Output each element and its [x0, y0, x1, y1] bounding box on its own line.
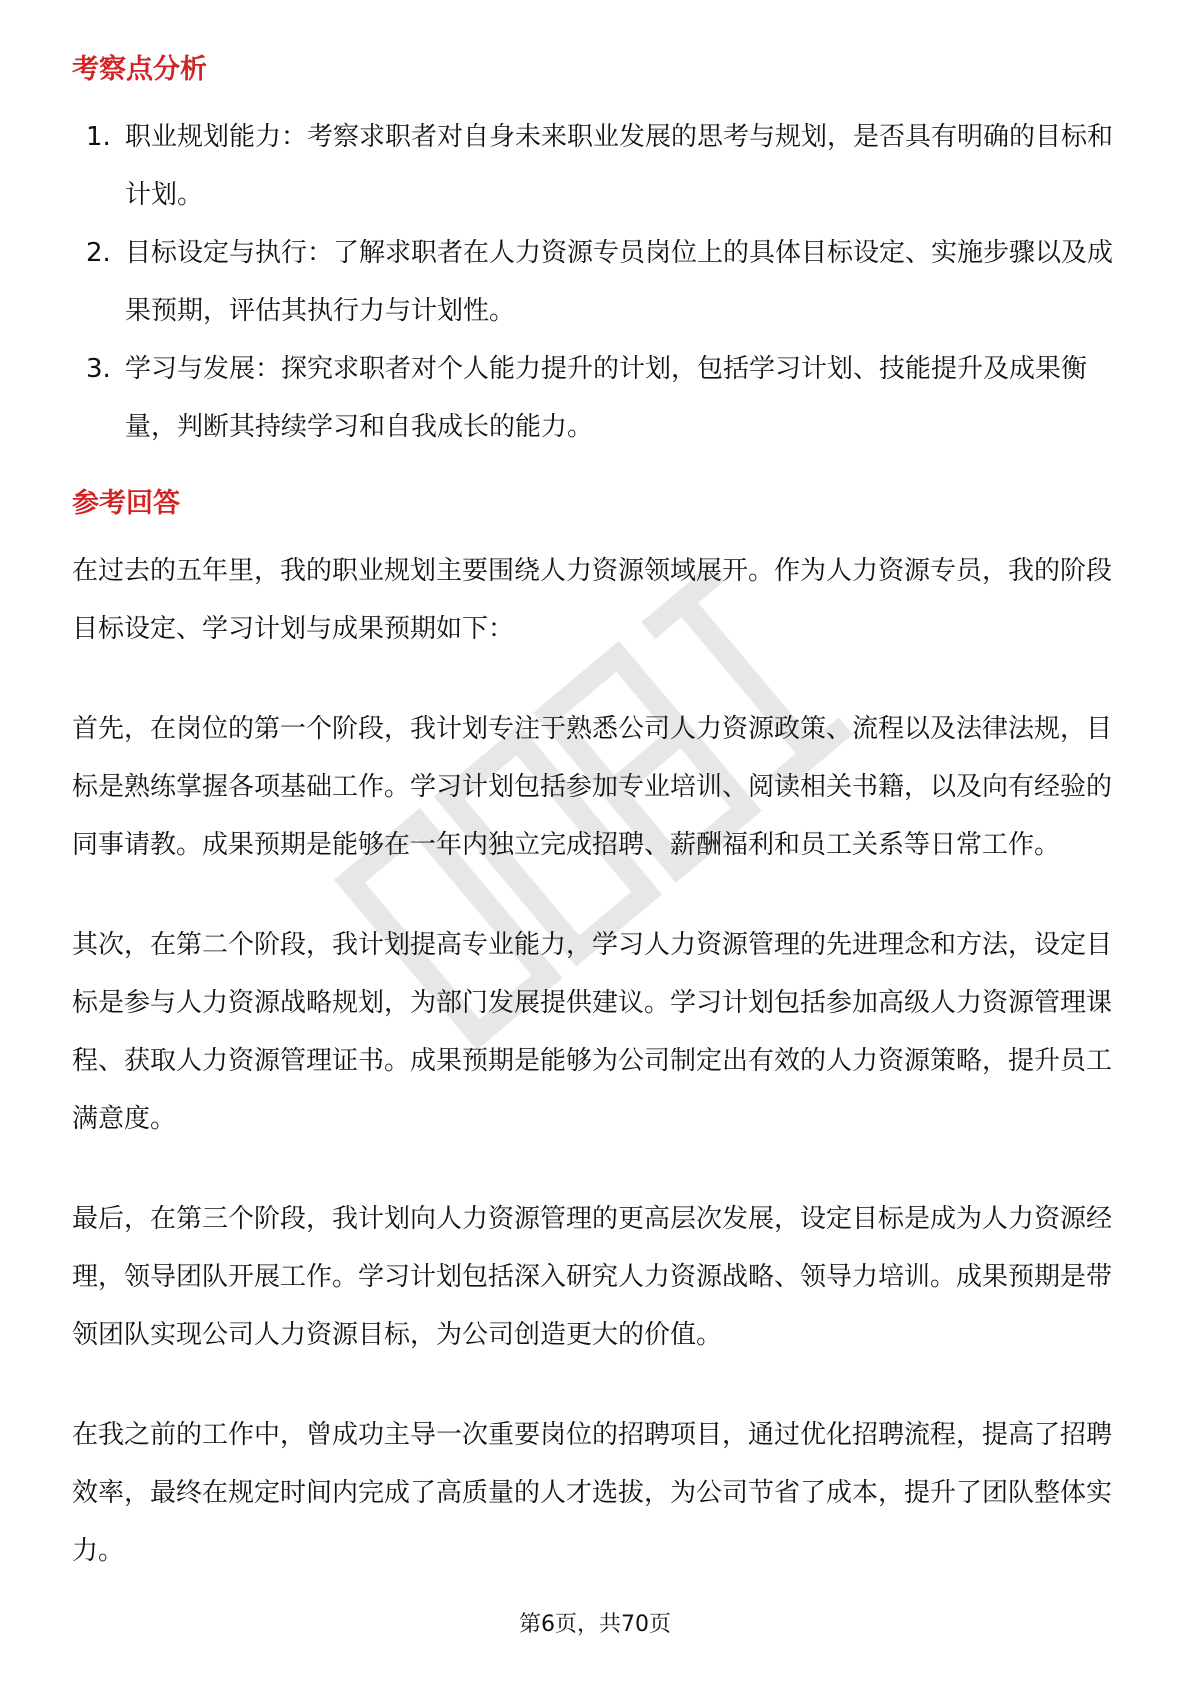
answer-paragraph: 在过去的五年里，我的职业规划主要围绕人力资源领域展开。作为人力资源专员，我的阶段目标设定、学习计划与成果预期如下：: [72, 556, 1113, 644]
answer-paragraph: 其次，在第二个阶段，我计划提高专业能力，学习人力资源管理的先进理念和方法，设定目标是参与人力资源战略规划，为部门发展提供建议。学习计划包括参加高级人力资源管理课程、获取人力资源管理证书。成果预期是能够为公司制定出有效的人力资源策略，提升员工满意度。: [72, 930, 1113, 1134]
list-item-text: 学习与发展：探究求职者对个人能力提升的计划，包括学习计划、技能提升及成果衡量，判断其持续学习和自我成长的能力。: [125, 354, 1088, 442]
page-number: 第6页，共70页: [519, 1612, 671, 1637]
list-item-number: 2.: [86, 238, 111, 268]
list-item: [72, 108, 1118, 224]
list-item: [72, 340, 1118, 456]
section-title-analysis: 考察点分析: [72, 54, 207, 85]
section-title-reference-answer: 参考回答: [72, 488, 180, 519]
document-content: [72, 46, 1118, 1580]
list-item-text: 职业规划能力：考察求职者对自身未来职业发展的思考与规划，是否具有明确的目标和计划。: [125, 122, 1114, 210]
list-item-number: 1.: [86, 122, 111, 152]
answer-paragraph: 在我之前的工作中，曾成功主导一次重要岗位的招聘项目，通过优化招聘流程，提高了招聘效率，最终在规定时间内完成了高质量的人才选拔，为公司节省了成本，提升了团队整体实力。: [72, 1420, 1113, 1566]
list-item-text: 目标设定与执行：了解求职者在人力资源专员岗位上的具体目标设定、实施步骤以及成果预期，评估其执行力与计划性。: [125, 238, 1114, 326]
answer-paragraph: 首先，在岗位的第一个阶段，我计划专注于熟悉公司人力资源政策、流程以及法律法规，目标是熟练掌握各项基础工作。学习计划包括参加专业培训、阅读相关书籍，以及向有经验的同事请教。成果预期是能够在一年内独立完成招聘、薪酬福利和员工关系等日常工作。: [72, 714, 1113, 860]
list-item: [72, 224, 1118, 340]
answer-paragraph: 最后，在第三个阶段，我计划向人力资源管理的更高层次发展，设定目标是成为人力资源经理，领导团队开展工作。学习计划包括深入研究人力资源战略、领导力培训。成果预期是带领团队实现公司人力资源目标，为公司创造更大的价值。: [72, 1204, 1113, 1350]
list-item-number: 3.: [86, 354, 111, 384]
analysis-list: [72, 108, 1118, 456]
